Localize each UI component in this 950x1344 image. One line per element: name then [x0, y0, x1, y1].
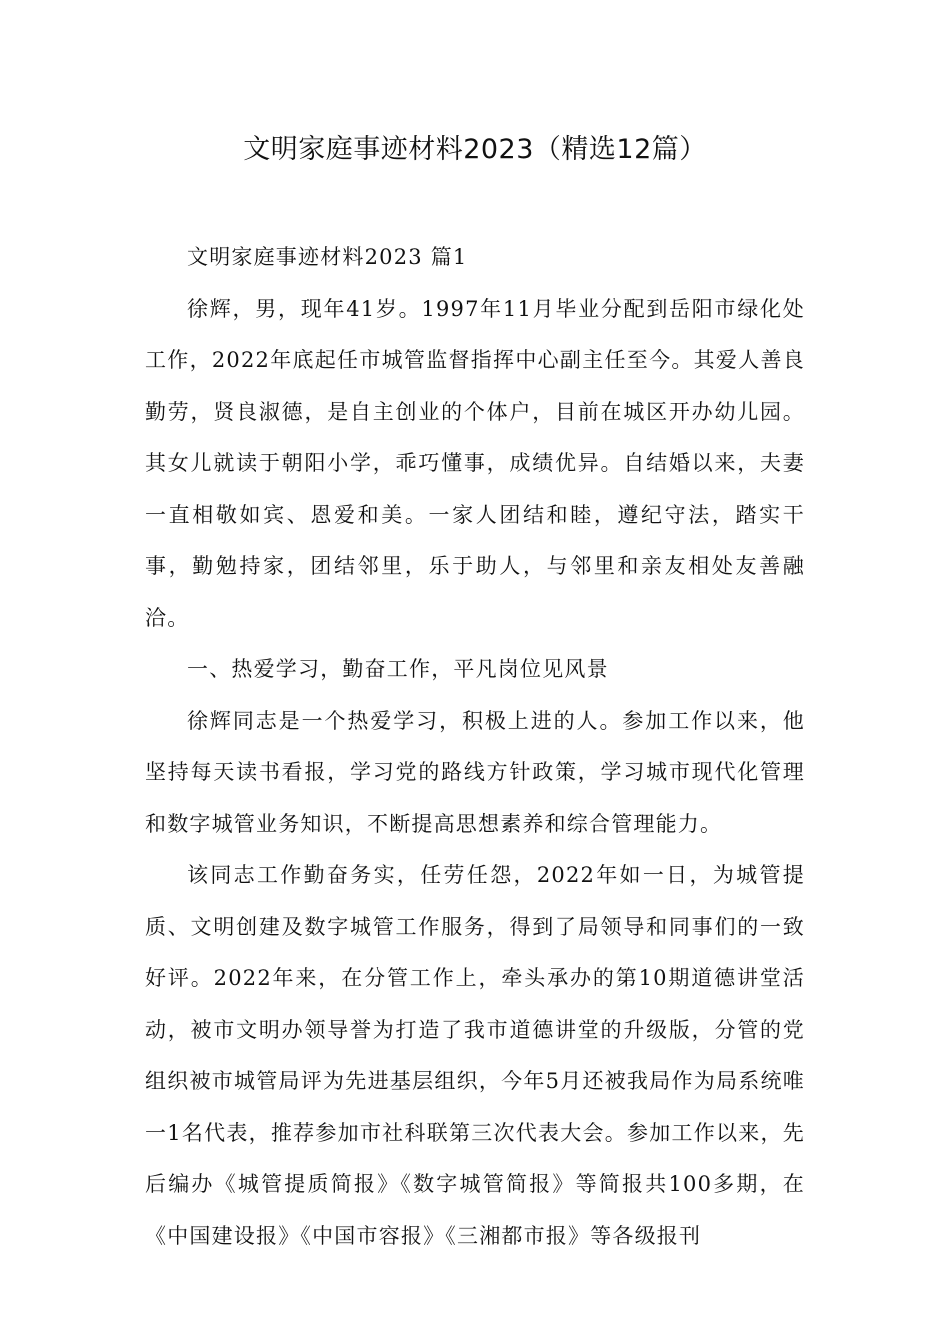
paragraph-intro: 徐辉，男，现年41岁。1997年11月毕业分配到岳阳市绿化处工作，2022年底起任市城管监督指挥中心副主任至今。其爱人善良勤劳，贤良淑德，是自主创业的个体户，目前在城区开办幼儿园。其女儿就读于朝阳小学，乖巧懂事，成绩优异。自结婚以来，夫妻一直相敬如宾、恩爱和美。一家人团结和睦，遵纪守法，踏实干事，勤勉持家，团结邻里，乐于助人，与邻里和亲友相处友善融洽。 [145, 296, 805, 630]
document-body [145, 232, 805, 1262]
paragraph-work: 该同志工作勤奋务实，任劳任怨，2022年如一日，为城管提质、文明创建及数字城管工作服务，得到了局领导和同事们的一致好评。2022年来，在分管工作上，牵头承办的第10期道德讲堂活动，被市文明办领导誉为打造了我市道德讲堂的升级版，分管的党组织被市城管局评为先进基层组织，今年5月还被我局作为局系统唯一1名代表，推荐参加市社科联第三次代表大会。参加工作以来，先后编办《城管提质简报》《数字城管简报》等简报共100多期，在《中国建设报》《中国市容报》《三湘都市报》等各级报刊 [145, 863, 805, 1248]
document-title: 文明家庭事迹材料2023（精选12篇） [243, 134, 707, 165]
paragraph-study: 徐辉同志是一个热爱学习，积极上进的人。参加工作以来，他坚持每天读书看报，学习党的路线方针政策，学习城市现代化管理和数字城管业务知识，不断提高思想素养和综合管理能力。 [145, 708, 805, 836]
section-heading-1: 一、热爱学习，勤奋工作，平凡岗位见风景 [187, 657, 609, 681]
section-heading-part-1: 文明家庭事迹材料2023 篇1 [187, 245, 468, 269]
